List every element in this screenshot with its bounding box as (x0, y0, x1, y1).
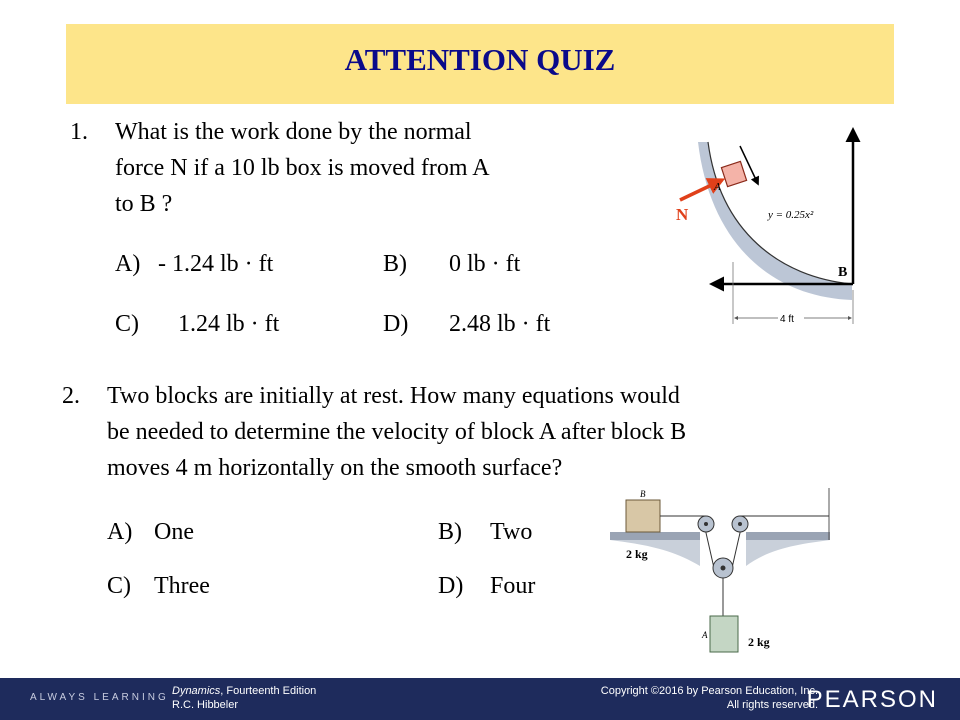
q2-number: 2. (62, 383, 80, 409)
q2-line-2: be needed to determine the velocity of block A after block B (107, 419, 687, 445)
mass-a-label: 2 kg (748, 635, 770, 649)
q2-option-b: Two (490, 519, 533, 545)
footer-bar (0, 678, 960, 720)
book-title: Dynamics (172, 685, 221, 697)
left-ledge (610, 532, 700, 540)
pearson-logo: PEARSON (806, 686, 938, 713)
force-label-n: N (676, 205, 689, 224)
q2-option-d-label: D) (438, 573, 464, 599)
book-info (172, 684, 316, 712)
q2-option-a: One (154, 519, 194, 545)
q1-line-1: What is the work done by the normal (115, 119, 472, 145)
q1-option-b: 0 lb · ft (449, 251, 521, 277)
left-support (610, 540, 700, 566)
point-b-label: B (838, 265, 848, 280)
block-b-label: B (640, 489, 646, 499)
q1-option-d-label: D) (383, 311, 409, 337)
q1-option-a-label: A) (115, 251, 141, 277)
q1-line-3: to B ? (115, 191, 173, 217)
dimension-label: 4 ft (780, 314, 794, 325)
mass-b-label: 2 kg (626, 547, 648, 561)
right-pulley-hub (738, 522, 742, 526)
q1-option-a: - 1.24 lb · ft (158, 251, 274, 277)
q2-option-a-label: A) (107, 519, 133, 545)
page-title: ATTENTION QUIZ (344, 42, 616, 77)
point-a-label: A (714, 181, 721, 193)
slope-surface (698, 142, 852, 300)
moving-pulley-hub (721, 566, 726, 571)
q2-option-d: Four (490, 573, 536, 599)
book-author: R.C. Hibbeler (172, 699, 239, 711)
curved-slope-diagram (640, 112, 880, 334)
pulley-system-diagram (600, 488, 840, 660)
q1-option-c-label: C) (115, 311, 139, 337)
block-b-icon (626, 500, 660, 532)
q2-line-3: moves 4 m horizontally on the smooth surface? (107, 455, 563, 481)
copyright-info (601, 684, 818, 712)
q1-number: 1. (70, 119, 88, 145)
copyright-text: Copyright ©2016 by Pearson Education, Inc. (600, 685, 818, 697)
q1-option-d: 2.48 lb · ft (449, 311, 551, 337)
rights-text: All rights reserved. (726, 699, 818, 711)
block-a-label: A (702, 630, 708, 640)
curve-equation: y = 0.25x² (768, 209, 814, 221)
q1-option-b-label: B) (383, 251, 407, 277)
q2-option-c: Three (154, 573, 210, 599)
q1-option-c: 1.24 lb · ft (178, 311, 280, 337)
q2-option-c-label: C) (107, 573, 131, 599)
block-a-icon (710, 616, 738, 652)
box-icon (721, 161, 746, 186)
q2-option-b-label: B) (438, 519, 462, 545)
right-ledge (746, 532, 830, 540)
q1-line-2: force N if a 10 lb box is moved from A (115, 155, 490, 181)
book-edition: , Fourteenth Edition (220, 685, 317, 697)
left-pulley-hub (704, 522, 708, 526)
always-learning-tagline: ALWAYS LEARNING (30, 692, 169, 703)
q2-line-1: Two blocks are initially at rest. How many equations would (107, 383, 680, 409)
right-support (746, 540, 830, 566)
